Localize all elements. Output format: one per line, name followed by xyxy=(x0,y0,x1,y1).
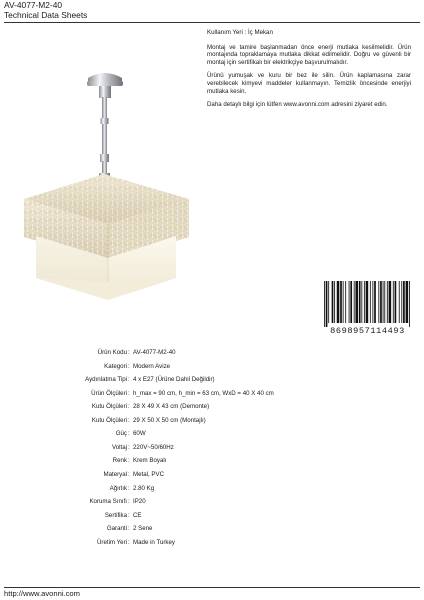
spec-value: Metal, PVC xyxy=(133,470,165,478)
spec-label: Renk xyxy=(112,457,127,465)
barcode-bar xyxy=(403,281,405,323)
spec-row xyxy=(0,373,424,386)
document-subtitle: Technical Data Sheets xyxy=(4,10,88,20)
barcode-bar xyxy=(361,281,362,323)
barcode-bar xyxy=(372,281,373,323)
spec-value: h_max = 90 cm, h_min = 63 cm, WxD = 40 X 40 cm xyxy=(133,389,274,397)
spec-colon: : xyxy=(128,511,130,519)
spec-label: Materyal xyxy=(103,470,127,478)
spec-colon: : xyxy=(128,498,130,506)
model-code-heading: AV-4077-M2-40 xyxy=(4,0,63,10)
spec-colon: : xyxy=(128,457,130,465)
spec-value: AV-4077-M2-40 xyxy=(133,349,176,356)
barcode-bar xyxy=(374,281,376,323)
spec-value: 60W xyxy=(133,430,146,438)
barcode-bar xyxy=(345,281,346,323)
barcode-bar xyxy=(395,281,397,323)
usage-label: Kullanım Yeri xyxy=(207,29,243,36)
spec-label: Ürün Kodu xyxy=(97,349,127,356)
spec-row xyxy=(0,360,424,373)
spec-label: Garanti xyxy=(106,525,127,533)
spec-colon: : xyxy=(128,389,130,397)
footer-divider xyxy=(4,587,420,588)
spec-value: 2 Sene xyxy=(133,525,153,533)
spec-colon: : xyxy=(128,470,130,478)
spec-colon: : xyxy=(128,376,130,384)
barcode-bar xyxy=(380,281,382,323)
spec-label: Kutu Ölçüleri xyxy=(91,403,127,411)
barcode-bar xyxy=(359,281,361,323)
spec-colon: : xyxy=(128,538,130,546)
spec-row xyxy=(0,522,424,535)
barcode-bar xyxy=(383,281,384,323)
spec-row xyxy=(0,468,424,481)
spec-value: Modern Avize xyxy=(133,362,171,370)
barcode-bar xyxy=(409,281,410,327)
spec-colon: : xyxy=(128,430,130,438)
barcode-bar xyxy=(340,281,342,323)
barcode-bar xyxy=(350,281,352,323)
spec-row xyxy=(0,495,424,508)
spec-row xyxy=(0,509,424,522)
barcode-bar xyxy=(370,281,371,323)
spec-label: Üretim Yeri xyxy=(96,538,127,546)
barcode-bar xyxy=(328,281,329,323)
spec-colon: : xyxy=(128,403,130,411)
barcode-bar xyxy=(326,281,328,327)
barcode-bar xyxy=(354,281,355,323)
spec-label: Aydınlatma Tipi xyxy=(85,376,127,384)
barcode-bar xyxy=(393,281,394,323)
barcode-bar xyxy=(355,281,358,323)
barcode-bar xyxy=(399,281,400,323)
spec-colon: : xyxy=(128,525,130,533)
barcode-bar xyxy=(366,281,369,323)
spec-label: Sertifika xyxy=(104,511,127,519)
barcode xyxy=(323,281,412,339)
barcode-bar xyxy=(334,281,335,323)
spec-colon: : xyxy=(128,349,130,356)
spec-value: 4 x E27 (Ürüne Dahil Değildir) xyxy=(133,376,215,384)
spec-row xyxy=(0,536,424,549)
barcode-bar xyxy=(364,281,365,323)
spec-value: 220V~50/60Hz xyxy=(133,443,174,451)
barcode-bar xyxy=(401,281,402,323)
barcode-bar xyxy=(332,281,334,323)
spec-colon: : xyxy=(128,484,130,492)
spec-label: Ürün Ölçüleri xyxy=(91,389,127,397)
spec-label: Voltaj xyxy=(111,443,127,451)
barcode-bar xyxy=(324,281,325,327)
note-paragraph-website: Daha detaylı bilgi için lütfen www.avonni.com adresini ziyaret edin. xyxy=(207,101,388,109)
spec-label: Kategori xyxy=(104,362,127,370)
barcode-bar xyxy=(343,281,344,323)
spec-row xyxy=(0,346,424,359)
spec-colon: : xyxy=(128,443,130,451)
barcode-bar xyxy=(406,281,409,323)
note-paragraph-installation: Montaj ve tamire başlanmadan önce enerji mutlaka kesilmelidir. Ürün montajında topraklamaya mutlaka dikkat edilmelidir. Doğru ve güvenli bir montaj için sertifikalı bir elektrikçiye başvurulmalıdır. xyxy=(207,43,411,66)
spec-value: 29 X 50 X 50 cm (Montajlı) xyxy=(133,416,206,424)
barcode-bar xyxy=(337,281,340,323)
spec-value: 2.80 Kg xyxy=(133,484,155,492)
barcode-bar xyxy=(389,281,392,323)
spec-colon: : xyxy=(128,416,130,424)
spec-colon: : xyxy=(128,362,130,370)
barcode-bars xyxy=(323,281,412,327)
spec-value: CE xyxy=(133,511,142,519)
spec-label: Kutu Ölçüleri xyxy=(91,416,127,424)
spec-value: IP20 xyxy=(133,498,146,506)
spec-row xyxy=(0,482,424,495)
spec-row xyxy=(0,387,424,400)
spec-row xyxy=(0,441,424,454)
usage-value: İç Mekan xyxy=(247,29,273,36)
barcode-number: 8698957114493 xyxy=(330,326,405,336)
spec-row xyxy=(0,414,424,427)
barcode-bar xyxy=(378,281,379,323)
spec-label: Güç xyxy=(115,430,127,438)
spec-value: Made in Turkey xyxy=(133,538,175,546)
spec-label: Koruma Sınıfı xyxy=(89,498,127,506)
spec-value: 28 X 49 X 43 cm (Demonte) xyxy=(133,403,210,411)
spec-row xyxy=(0,454,424,467)
spec-label: Ağırlık xyxy=(109,484,127,492)
barcode-bar xyxy=(384,281,385,323)
usage-line: Kullanım Yeri : İç Mekan xyxy=(207,29,273,36)
barcode-bar xyxy=(349,281,350,323)
spec-row xyxy=(0,400,424,413)
barcode-bar xyxy=(387,281,388,323)
footer-url: http://www.avonni.com xyxy=(4,589,80,598)
spec-value: Krem Boyalı xyxy=(133,457,167,465)
note-paragraph-cleaning: Ürünü yumuşak ve kuru bir bez ile silin. Ürün kaplamasına zarar verebilecek kimyevi maddeler kullanmayın. Temizlik öncesinde enerjiyi mutlaka kesin. xyxy=(207,72,411,95)
spec-row xyxy=(0,427,424,440)
